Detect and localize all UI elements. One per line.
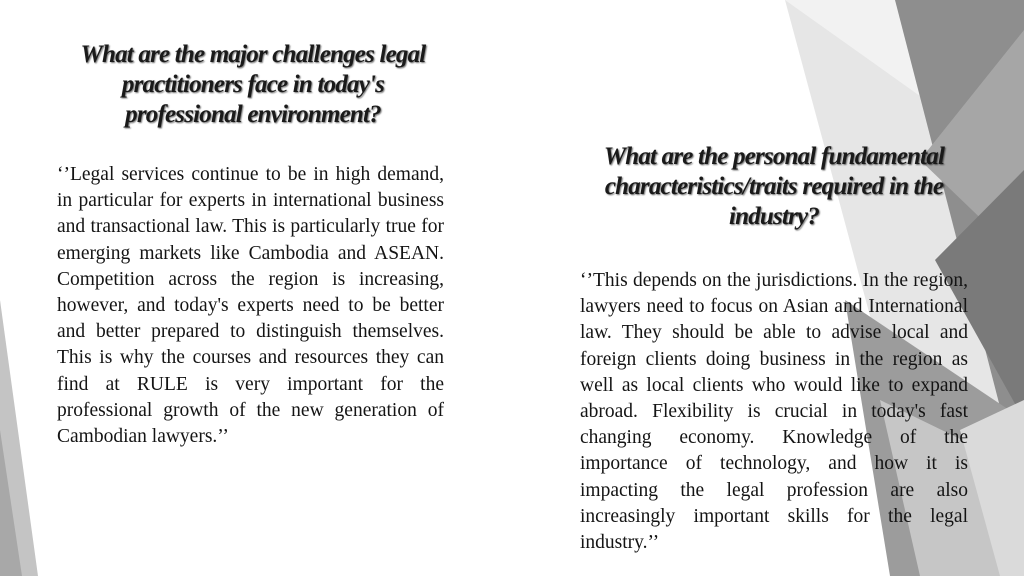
left-answer-text: ‘’Legal services continue to be in high demand, in particular for experts in international business and transactional law. This is particularly true for emerging markets like Cambodia and ASEAN. Competition across the region is increasing, however, and today's experts need to be better and better prepared to distinguish themselves. This is why the courses and resources they can find at RULE is very important for the professional growth of the new generation of Cambodian lawyers.’’ [57, 164, 444, 448]
right-question-heading [578, 142, 970, 232]
right-answer-quote [580, 268, 968, 556]
left-answer-quote [57, 162, 444, 450]
right-question-text: What are the personal fundamental characteristics/traits required in the industry? [603, 143, 945, 230]
left-question-heading [62, 40, 444, 130]
right-answer-text: ‘’This depends on the jurisdictions. In the region, lawyers need to focus on Asian and International law. They should be able to advise local and foreign clients doing business in the region as well as local clients who would like to expand abroad. Flexibility is crucial in today's fast changing economy. Knowledge of the importance of technology, and how it is impacting the legal profession are also increasingly important skills for the legal industry.’’ [580, 270, 968, 554]
left-question-text: What are the major challenges legal practitioners face in today's professional environment? [80, 41, 426, 128]
